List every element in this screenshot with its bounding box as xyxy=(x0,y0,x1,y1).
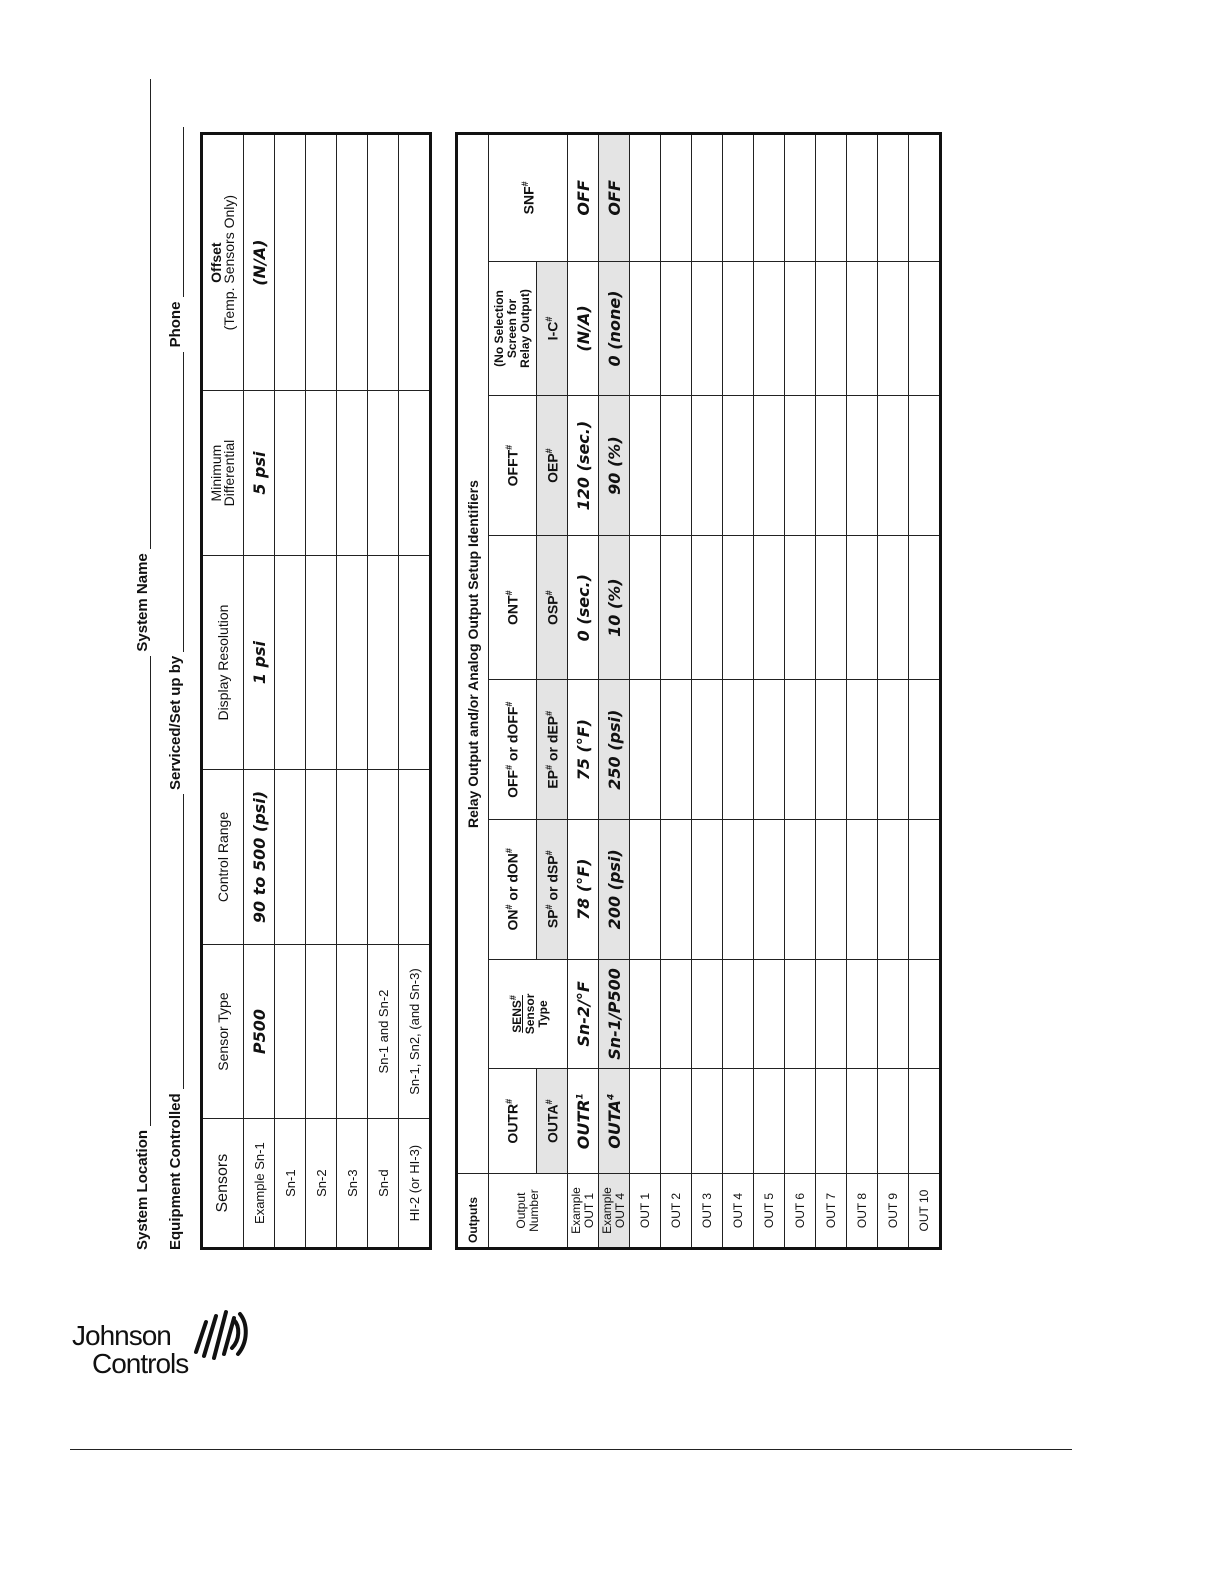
entry-cell[interactable] xyxy=(723,535,754,680)
outputs-title-row xyxy=(457,134,489,1249)
sens-cell: Sn-2/°F xyxy=(568,959,599,1069)
example-line2: OUT 1 xyxy=(582,1193,596,1229)
nosel-line3: Relay Output) xyxy=(518,289,532,368)
oep-header xyxy=(537,396,568,536)
ep-header xyxy=(537,680,568,820)
output-row xyxy=(723,134,754,1249)
outputs-table xyxy=(455,132,942,1250)
output-number-header xyxy=(489,1174,568,1249)
entry-cell[interactable] xyxy=(630,680,661,820)
entry-cell[interactable] xyxy=(723,1069,754,1174)
hash-mark: # xyxy=(507,995,518,1001)
output-label: OUT 3 xyxy=(692,1174,723,1249)
output-label: OUT 4 xyxy=(723,1174,754,1249)
ic-cell: (N/A) xyxy=(568,261,599,396)
offset-cell[interactable] xyxy=(368,134,399,391)
output-label: OUT 2 xyxy=(661,1174,692,1249)
entry-cell[interactable] xyxy=(785,396,816,536)
or-dep-label: or dEP xyxy=(544,715,561,761)
identifier-cell xyxy=(599,1069,630,1174)
sensor-type-cell: P500 xyxy=(244,944,275,1119)
hash-mark: # xyxy=(504,444,515,450)
ic-label: I-C xyxy=(544,321,561,341)
entry-cell[interactable] xyxy=(692,261,723,396)
outputs-title: Outputs xyxy=(457,1174,489,1249)
entry-cell[interactable] xyxy=(878,134,909,262)
outa-header xyxy=(537,1069,568,1174)
control-range-header: Control Range xyxy=(202,770,244,945)
equipment-controlled-field[interactable] xyxy=(169,794,184,1089)
output-row xyxy=(847,134,878,1249)
ont-label: ONT xyxy=(504,595,521,625)
entry-cell[interactable] xyxy=(661,261,692,396)
sens-label: SENS xyxy=(509,1000,524,1033)
example-line2: OUT 4 xyxy=(613,1193,627,1229)
footnote-mark: 1 xyxy=(575,1093,586,1100)
entry-cell[interactable] xyxy=(909,134,941,262)
sensor-type-cell[interactable] xyxy=(275,944,306,1119)
entry-cell[interactable] xyxy=(754,820,785,960)
example-row xyxy=(568,134,599,1249)
entry-cell[interactable] xyxy=(661,134,692,262)
nosel-line1: (No Selection xyxy=(492,290,506,367)
entry-cell[interactable] xyxy=(816,261,847,396)
type-label: Type xyxy=(535,1000,550,1028)
output-header-line2: Number xyxy=(527,1189,541,1232)
sens-header xyxy=(489,959,568,1069)
entry-cell[interactable] xyxy=(723,396,754,536)
example-line1: Example xyxy=(600,1187,614,1234)
entry-cell[interactable] xyxy=(692,959,723,1069)
output-label: OUT 10 xyxy=(909,1174,941,1249)
footer-rule xyxy=(70,1449,1072,1450)
on-cell: 200 (psi) xyxy=(599,820,630,960)
control-range-cell[interactable] xyxy=(368,770,399,945)
system-name-label: System Name xyxy=(134,553,151,652)
output-label: OUT 5 xyxy=(754,1174,785,1249)
entry-cell[interactable] xyxy=(692,680,723,820)
resolution-cell[interactable] xyxy=(275,555,306,769)
entry-cell[interactable] xyxy=(754,261,785,396)
entry-cell[interactable] xyxy=(630,820,661,960)
outr-header xyxy=(489,1069,537,1174)
offt-header xyxy=(489,396,537,536)
ic-cell: 0 (none) xyxy=(599,261,630,396)
phone-field[interactable] xyxy=(169,127,184,297)
system-location-label: System Location xyxy=(134,1129,151,1250)
off-header xyxy=(489,680,537,820)
output-row xyxy=(692,134,723,1249)
ont-cell: 10 (%) xyxy=(599,535,630,680)
entry-cell[interactable] xyxy=(878,820,909,960)
phone-label: Phone xyxy=(167,301,184,348)
ont-cell: 0 (sec.) xyxy=(568,535,599,680)
entry-cell[interactable] xyxy=(909,261,941,396)
entry-cell[interactable] xyxy=(630,261,661,396)
or-don-label: or dON xyxy=(504,853,521,901)
no-selection-header xyxy=(489,261,537,396)
sensor-label: Sn-d xyxy=(368,1119,399,1249)
sp-header xyxy=(537,820,568,960)
entry-cell[interactable] xyxy=(878,396,909,536)
offset-cell[interactable] xyxy=(337,134,368,391)
entry-cell[interactable] xyxy=(847,680,878,820)
entry-cell[interactable] xyxy=(816,396,847,536)
output-label: OUT 8 xyxy=(847,1174,878,1249)
entry-cell[interactable] xyxy=(785,261,816,396)
entry-cell[interactable] xyxy=(847,1069,878,1174)
output-label: OUT 9 xyxy=(878,1174,909,1249)
offt-cell: 120 (sec.) xyxy=(568,396,599,536)
entry-cell[interactable] xyxy=(661,535,692,680)
entry-cell[interactable] xyxy=(754,396,785,536)
equipment-line xyxy=(167,127,184,1250)
entry-cell[interactable] xyxy=(692,535,723,680)
output-row xyxy=(630,134,661,1249)
serviced-by-field[interactable] xyxy=(169,352,184,652)
entry-cell[interactable] xyxy=(630,396,661,536)
sensors-header: Sensors xyxy=(214,1153,231,1213)
entry-cell[interactable] xyxy=(816,535,847,680)
identifier-cell xyxy=(568,1069,599,1174)
sensor-label: Sn-2 xyxy=(306,1119,337,1249)
hash-mark: # xyxy=(504,848,515,854)
snf-cell: OFF xyxy=(568,134,599,262)
outputs-header-row-1 xyxy=(489,134,537,1249)
system-location-line xyxy=(134,79,151,1250)
entry-cell[interactable] xyxy=(754,959,785,1069)
output-label: OUT 1 xyxy=(630,1174,661,1249)
entry-cell[interactable] xyxy=(785,820,816,960)
hash-mark: # xyxy=(543,764,554,770)
entry-cell[interactable] xyxy=(878,680,909,820)
entry-cell[interactable] xyxy=(785,134,816,262)
hash-mark: # xyxy=(543,316,554,322)
or-doff-label: or dOFF xyxy=(504,706,521,761)
control-range-cell[interactable] xyxy=(337,770,368,945)
identifier-value: OUTA xyxy=(604,1100,624,1149)
entry-cell[interactable] xyxy=(630,1069,661,1174)
sensor-type-cell: Sn-1 and Sn-2 xyxy=(368,944,399,1119)
control-range-cell[interactable] xyxy=(275,770,306,945)
sensors-header-row xyxy=(202,134,244,1249)
output-header-line1: Output xyxy=(514,1192,528,1229)
output-label: OUT 6 xyxy=(785,1174,816,1249)
resolution-cell: 1 psi xyxy=(244,555,275,769)
entry-cell[interactable] xyxy=(909,1069,941,1174)
logo-line2: Controls xyxy=(92,1348,189,1379)
differential-cell[interactable] xyxy=(306,391,337,556)
sensor-type-cell: Sn-1, Sn2, (and Sn-3) xyxy=(399,944,431,1119)
entry-cell[interactable] xyxy=(630,134,661,262)
sens-cell: Sn-1/P500 xyxy=(599,959,630,1069)
off-cell: 250 (psi) xyxy=(599,680,630,820)
logo-line1: Johnson xyxy=(72,1320,171,1351)
ont-header xyxy=(489,535,537,680)
system-name-field[interactable] xyxy=(136,79,151,549)
osp-header xyxy=(537,535,568,680)
on-label: ON xyxy=(504,909,521,931)
example-row xyxy=(599,134,630,1249)
entry-cell[interactable] xyxy=(661,1069,692,1174)
differential-cell[interactable] xyxy=(275,391,306,556)
hash-mark: # xyxy=(504,764,515,770)
outr-label: OUTR xyxy=(504,1103,521,1144)
off-label: OFF xyxy=(504,769,521,798)
entry-cell[interactable] xyxy=(630,959,661,1069)
entry-cell[interactable] xyxy=(847,396,878,536)
entry-cell[interactable] xyxy=(723,680,754,820)
output-row xyxy=(909,134,941,1249)
outa-label: OUTA xyxy=(544,1104,561,1144)
entry-cell[interactable] xyxy=(692,396,723,536)
hash-mark: # xyxy=(543,710,554,716)
offset-cell: (N/A) xyxy=(244,134,275,391)
on-header xyxy=(489,820,537,960)
min-diff-line1: Minimum xyxy=(208,444,224,502)
entry-cell[interactable] xyxy=(723,820,754,960)
rotated-form xyxy=(130,130,1010,1250)
osp-label: OSP xyxy=(544,595,561,625)
hash-mark: # xyxy=(543,1099,554,1105)
footnote-mark: 4 xyxy=(606,1093,617,1101)
identifier-value: OUTR xyxy=(573,1099,593,1150)
output-row xyxy=(878,134,909,1249)
offset-line1: Offset xyxy=(208,242,224,283)
output-row xyxy=(816,134,847,1249)
offt-cell: 90 (%) xyxy=(599,396,630,536)
entry-cell[interactable] xyxy=(878,1069,909,1174)
control-range-cell[interactable] xyxy=(399,770,431,945)
hash-mark: # xyxy=(543,904,554,910)
output-row xyxy=(785,134,816,1249)
example-label xyxy=(599,1174,630,1249)
entry-cell[interactable] xyxy=(878,535,909,680)
equipment-controlled-label: Equipment Controlled xyxy=(167,1093,184,1250)
entry-cell[interactable] xyxy=(630,535,661,680)
hash-mark: # xyxy=(543,850,554,856)
sp-label: SP xyxy=(544,909,561,929)
resolution-cell[interactable] xyxy=(399,555,431,769)
sensor-row xyxy=(306,134,337,1249)
entry-cell[interactable] xyxy=(754,134,785,262)
serviced-by-label: Serviced/Set up by xyxy=(167,655,184,790)
sensor-row xyxy=(275,134,306,1249)
entry-cell[interactable] xyxy=(847,535,878,680)
min-differential-header xyxy=(202,391,244,556)
hash-mark: # xyxy=(504,701,515,707)
johnson-controls-logo xyxy=(70,1300,270,1390)
differential-cell[interactable] xyxy=(399,391,431,556)
sensor-type-cell[interactable] xyxy=(337,944,368,1119)
system-location-field[interactable] xyxy=(136,656,151,1126)
or-dsp-label: or dSP xyxy=(544,855,561,901)
snf-header xyxy=(489,134,568,262)
output-row xyxy=(661,134,692,1249)
entry-cell[interactable] xyxy=(785,959,816,1069)
entry-cell[interactable] xyxy=(785,1069,816,1174)
entry-cell[interactable] xyxy=(723,959,754,1069)
entry-cell[interactable] xyxy=(847,261,878,396)
offset-cell[interactable] xyxy=(275,134,306,391)
differential-cell: 5 psi xyxy=(244,391,275,556)
differential-cell[interactable] xyxy=(337,391,368,556)
entry-cell[interactable] xyxy=(723,134,754,262)
entry-cell[interactable] xyxy=(692,1069,723,1174)
resolution-cell[interactable] xyxy=(306,555,337,769)
sensor-label: HI-2 (or HI-3) xyxy=(399,1119,431,1249)
differential-cell[interactable] xyxy=(368,391,399,556)
sensor-label: Sn-3 xyxy=(337,1119,368,1249)
entry-cell[interactable] xyxy=(816,680,847,820)
sensor-label: Sn-1 xyxy=(275,1119,306,1249)
setup-identifiers-title: Relay Output and/or Analog Output Setup Identifiers xyxy=(457,134,489,1174)
nosel-line2: Screen for xyxy=(505,298,519,359)
entry-cell[interactable] xyxy=(661,959,692,1069)
offset-cell[interactable] xyxy=(306,134,337,391)
entry-cell[interactable] xyxy=(847,820,878,960)
outputs-header-row-2 xyxy=(537,134,568,1249)
sensor-label: Sensor xyxy=(522,993,537,1035)
control-range-cell[interactable] xyxy=(306,770,337,945)
resolution-cell[interactable] xyxy=(368,555,399,769)
logo-mark-icon xyxy=(188,1302,250,1362)
entry-cell[interactable] xyxy=(692,134,723,262)
sensor-row xyxy=(368,134,399,1249)
ic-header xyxy=(537,261,568,396)
entry-cell[interactable] xyxy=(785,680,816,820)
control-range-cell: 90 to 500 (psi) xyxy=(244,770,275,945)
hash-mark: # xyxy=(543,448,554,454)
hash-mark: # xyxy=(504,1098,515,1104)
entry-cell[interactable] xyxy=(847,959,878,1069)
entry-cell[interactable] xyxy=(661,680,692,820)
offset-cell[interactable] xyxy=(399,134,431,391)
hash-mark: # xyxy=(504,590,515,596)
entry-cell[interactable] xyxy=(692,820,723,960)
entry-cell[interactable] xyxy=(816,959,847,1069)
resolution-cell[interactable] xyxy=(337,555,368,769)
output-label: OUT 7 xyxy=(816,1174,847,1249)
output-row xyxy=(754,134,785,1249)
entry-cell[interactable] xyxy=(909,959,941,1069)
hash-mark: # xyxy=(504,904,515,910)
on-cell: 78 (°F) xyxy=(568,820,599,960)
entry-cell[interactable] xyxy=(847,134,878,262)
offset-line2: (Temp. Sensors Only) xyxy=(221,194,237,331)
entry-cell[interactable] xyxy=(909,820,941,960)
entry-cell[interactable] xyxy=(661,820,692,960)
off-cell: 75 (°F) xyxy=(568,680,599,820)
entry-cell[interactable] xyxy=(878,261,909,396)
example-line1: Example xyxy=(569,1187,583,1234)
display-resolution-header: Display Resolution xyxy=(202,555,244,769)
sensor-row xyxy=(399,134,431,1249)
sensor-row xyxy=(337,134,368,1249)
entry-cell[interactable] xyxy=(909,535,941,680)
offt-label: OFFT xyxy=(504,449,521,487)
ep-label: EP xyxy=(544,769,561,789)
entry-cell[interactable] xyxy=(878,959,909,1069)
sensor-label: Example Sn-1 xyxy=(244,1119,275,1249)
oep-label: OEP xyxy=(544,453,561,483)
entry-cell[interactable] xyxy=(909,680,941,820)
entry-cell[interactable] xyxy=(754,680,785,820)
entry-cell[interactable] xyxy=(785,535,816,680)
hash-mark: # xyxy=(543,590,554,596)
entry-cell[interactable] xyxy=(816,1069,847,1174)
sensors-table xyxy=(200,132,432,1250)
hash-mark: # xyxy=(519,181,530,187)
offset-header xyxy=(202,134,244,391)
snf-label: SNF xyxy=(520,186,537,215)
example-label xyxy=(568,1174,599,1249)
entry-cell[interactable] xyxy=(754,535,785,680)
entry-cell[interactable] xyxy=(754,1069,785,1174)
entry-cell[interactable] xyxy=(909,396,941,536)
sensor-type-cell[interactable] xyxy=(306,944,337,1119)
sensor-type-header: Sensor Type xyxy=(202,944,244,1119)
sensor-row xyxy=(244,134,275,1249)
entry-cell[interactable] xyxy=(816,134,847,262)
snf-cell: OFF xyxy=(599,134,630,262)
entry-cell[interactable] xyxy=(661,396,692,536)
entry-cell[interactable] xyxy=(723,261,754,396)
entry-cell[interactable] xyxy=(816,820,847,960)
min-diff-line2: Differential xyxy=(221,439,237,507)
